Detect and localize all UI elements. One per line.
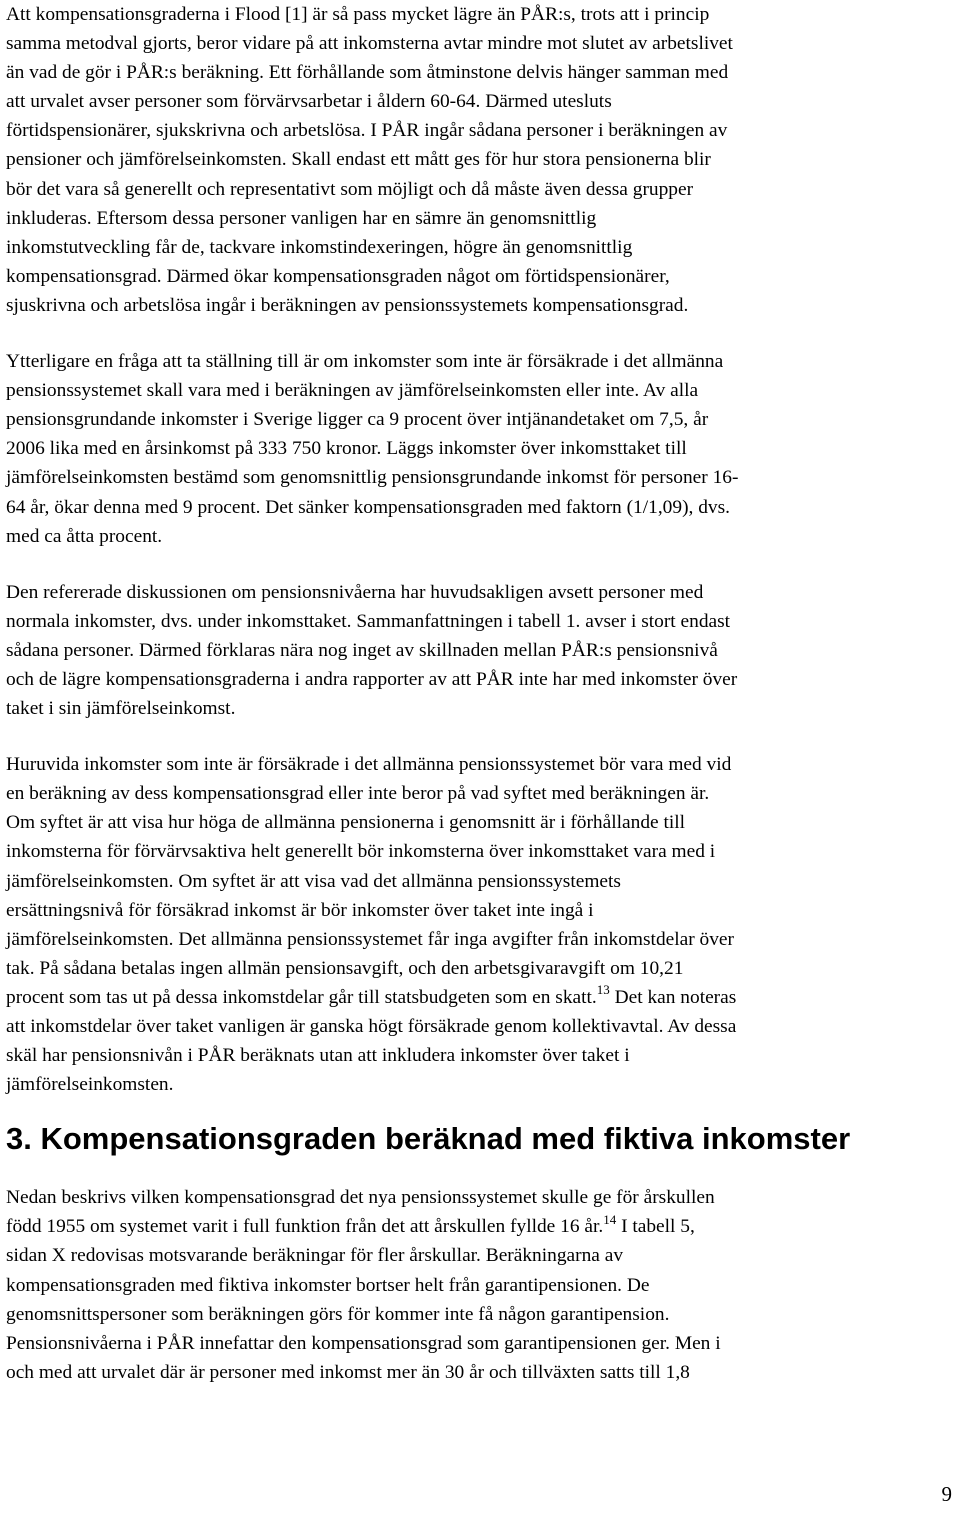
text-line: inkluderas. Eftersom dessa personer vanligen har en sämre än genomsnittlig: [6, 207, 597, 229]
text-line: kompensationsgrad. Därmed ökar kompensationsgraden något om förtidspensionärer,: [6, 265, 670, 287]
text-line: kompensationsgraden med fiktiva inkomster bortser helt från garantipensionen. De: [6, 1274, 650, 1296]
text-line: Huruvida inkomster som inte är försäkrade i det allmänna pensionssystemet bör vara med vid: [6, 754, 732, 776]
text-line: än vad de gör i PÅR:s beräkning. Ett förhållande som åtminstone delvis hänger samman med: [6, 62, 729, 84]
text-line: jämförelseinkomsten.: [6, 1074, 174, 1096]
paragraph-gap: [6, 723, 958, 750]
text-segment: I tabell 5,: [616, 1216, 695, 1238]
text-line: inkomstutveckling får de, tackvare inkomstindexeringen, högre än genomsnittlig: [6, 236, 633, 258]
paragraph-4: [6, 750, 958, 1099]
heading-gap: [6, 1099, 958, 1119]
heading-gap: [6, 1159, 958, 1183]
text-line: normala inkomster, dvs. under inkomsttaket. Sammanfattningen i tabell 1. avser i stort endast: [6, 610, 731, 632]
paragraph-3: [6, 578, 958, 723]
text-line-with-footnote: [6, 1212, 958, 1241]
text-line: samma metodval gjorts, beror vidare på att inkomsterna avtar mindre mot slutet av arbetslivet: [6, 33, 733, 55]
text-line: att inkomstdelar över taket vanligen är ganska högt försäkrade genom kollektivavtal. Av dessa: [6, 1016, 737, 1037]
text-line: pensionssystemet skall vara med i beräkningen av jämförelseinkomsten eller inte. Av alla: [6, 380, 699, 402]
section-paragraph: [6, 1183, 958, 1387]
text-line: sidan X redovisas motsvarande beräkningar för fler årskullar. Beräkningarna av: [6, 1245, 624, 1267]
text-segment: procent som tas ut på dessa inkomstdelar går till statsbudgeten som en skatt.: [6, 986, 597, 1008]
text-line: jämförelseinkomsten bestämd som genomsnittlig pensionsgrundande inkomst för personer 16-: [6, 467, 739, 489]
paragraph-2: [6, 347, 958, 551]
text-line-with-footnote: [6, 983, 958, 1012]
text-line: förtidspensionärer, sjukskrivna och arbetslösa. I PÅR ingår sådana personer i beräkningen av: [6, 120, 728, 142]
text-line: Att kompensationsgraderna i Flood [1] är så pass mycket lägre än PÅR:s, trots att i princip: [6, 4, 710, 25]
text-line: skäl har pensionsnivån i PÅR beräknats utan att inkludera inkomster över taket i: [6, 1045, 630, 1067]
text-line: pensioner och jämförelseinkomsten. Skall endast ett mått ges för hur stora pensionerna blir: [6, 149, 711, 171]
text-line: inkomsterna för förvärvsaktiva helt generellt bör inkomsterna över inkomsttaket vara med i: [6, 841, 716, 863]
document-page: [6, 0, 958, 1387]
paragraph-1: [6, 0, 958, 320]
text-line: och med att urvalet där är personer med inkomst mer än 30 år och tillväxten satts till 1,8: [6, 1361, 690, 1383]
text-line: 64 år, ökar denna med 9 procent. Det sänker kompensationsgraden med faktorn (1/1,09), dvs.: [6, 496, 731, 518]
text-line: Pensionsnivåerna i PÅR innefattar den kompensationsgrad som garantipensionen ger. Men i: [6, 1332, 721, 1354]
text-line: Nedan beskrivs vilken kompensationsgrad det nya pensionssystemet skulle ge för årskullen: [6, 1187, 715, 1209]
section-heading: 3. Kompensationsgraden beräknad med fiktiva inkomster: [6, 1121, 851, 1157]
text-line: genomsnittspersoner som beräkningen görs för kommer inte få någon garantipension.: [6, 1303, 670, 1325]
text-line: ersättningsnivå för försäkrad inkomst är bör inkomster över taket inte ingå i: [6, 899, 594, 921]
text-line: tak. På sådana betalas ingen allmän pensionsavgift, och den arbetsgivaravgift om 10,21: [6, 957, 684, 979]
text-line: sådana personer. Därmed förklaras nära nog inget av skillnaden mellan PÅR:s pensionsnivå: [6, 639, 718, 661]
text-line: taket i sin jämförelseinkomst.: [6, 698, 236, 720]
text-line: jämförelseinkomsten. Om syftet är att visa vad det allmänna pensionssystemets: [6, 870, 621, 892]
text-line: pensionsgrundande inkomster i Sverige ligger ca 9 procent över intjänandetaket om 7,5, år: [6, 409, 709, 431]
text-line: att urvalet avser personer som förvärvsarbetar i åldern 60-64. Därmed utesluts: [6, 91, 612, 113]
page-number: 9: [941, 1482, 952, 1506]
text-line: jämförelseinkomsten. Det allmänna pensionssystemet får inga avgifter från inkomstdelar över: [6, 928, 735, 950]
footnote-marker[interactable]: 14: [603, 1211, 617, 1227]
text-line: med ca åtta procent.: [6, 525, 163, 547]
text-line: sjuskrivna och arbetslösa ingår i beräkningen av pensionssystemets kompensationsgrad.: [6, 294, 689, 316]
text-line: en beräkning av dess kompensationsgrad eller inte beror på vad syftet med beräkningen är.: [6, 783, 710, 805]
text-line: 2006 lika med en årsinkomst på 333 750 kronor. Läggs inkomster över inkomsttaket till: [6, 438, 687, 460]
text-line: bör det vara så generellt och representativt som möjligt och då måste även dessa grupper: [6, 178, 694, 200]
text-segment: född 1955 om systemet varit i full funktion från det att årskullen fyllde 16 år.: [6, 1216, 604, 1238]
text-line: Om syftet är att visa hur höga de allmänna pensionerna i genomsnitt är i förhållande till: [6, 812, 686, 834]
paragraph-gap: [6, 320, 958, 347]
text-line: och de lägre kompensationsgraderna i andra rapporter av att PÅR inte har med inkomster över: [6, 668, 738, 690]
text-segment: Det kan noteras: [609, 986, 737, 1008]
text-line: Den refererade diskussionen om pensionsnivåerna har huvudsakligen avsett personer med: [6, 581, 704, 603]
text-line: Ytterligare en fråga att ta ställning till är om inkomster som inte är försäkrade i det allmänna: [6, 351, 724, 373]
footnote-marker[interactable]: 13: [596, 982, 610, 998]
paragraph-gap: [6, 551, 958, 578]
